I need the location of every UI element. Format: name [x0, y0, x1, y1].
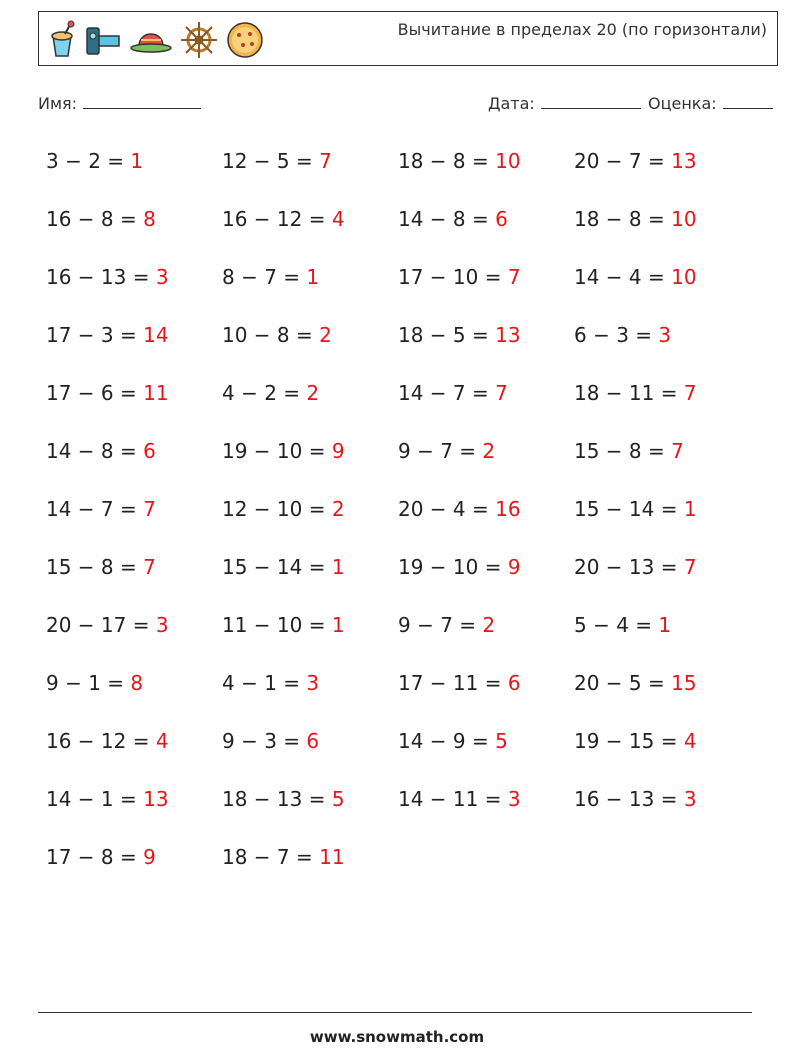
worksheet-title: Вычитание в пределах 20 (по горизонтали)	[397, 20, 767, 39]
problem-answer: 8	[143, 207, 156, 231]
problem-answer: 3	[507, 787, 521, 811]
problem-question: 14 − 4 =	[574, 265, 665, 289]
problem	[398, 494, 574, 552]
problem	[222, 204, 398, 262]
problem-answer: 2	[482, 613, 496, 637]
problem	[46, 378, 222, 436]
problem-answer: 3	[683, 787, 697, 811]
problem-question: 20 − 4 =	[398, 497, 489, 521]
name-label: Имя:	[38, 94, 78, 113]
problem	[222, 726, 398, 784]
problem-row	[46, 320, 766, 378]
sand-bucket-icon	[47, 20, 77, 60]
problem-answer: 6	[507, 671, 521, 695]
problem-question: 9 − 7 =	[398, 613, 477, 637]
problem-question: 18 − 8 =	[398, 149, 489, 173]
ship-wheel-icon	[179, 20, 219, 60]
problem-answer: 2	[482, 439, 496, 463]
problem-answer: 10	[671, 207, 697, 231]
problem	[574, 436, 750, 494]
problem-answer: 2	[331, 497, 345, 521]
problem-answer: 6	[143, 439, 156, 463]
problem-answer: 4	[155, 729, 169, 753]
problem-question: 20 − 5 =	[574, 671, 665, 695]
problem-question: 14 − 8 =	[46, 439, 137, 463]
problem-question: 4 − 2 =	[222, 381, 301, 405]
problem-answer: 11	[143, 381, 169, 405]
problem-question: 16 − 12 =	[222, 207, 326, 231]
problem	[398, 436, 574, 494]
problem	[46, 262, 222, 320]
camcorder-icon	[83, 20, 123, 60]
problem-question: 15 − 8 =	[46, 555, 137, 579]
problem-question: 3 − 2 =	[46, 149, 125, 173]
problem	[46, 784, 222, 842]
problem	[46, 146, 222, 204]
problem-answer: 2	[306, 381, 320, 405]
problem	[222, 842, 398, 900]
problem-answer: 15	[671, 671, 697, 695]
score-label: Оценка:	[648, 94, 717, 113]
problem-question: 9 − 7 =	[398, 439, 477, 463]
name-blank[interactable]	[83, 94, 201, 109]
problem-question: 19 − 15 =	[574, 729, 678, 753]
problem-question: 14 − 11 =	[398, 787, 502, 811]
problem-answer: 7	[671, 439, 684, 463]
problem-question: 14 − 9 =	[398, 729, 489, 753]
problem-answer: 5	[495, 729, 508, 753]
problem-answer: 1	[331, 555, 345, 579]
score-blank[interactable]	[723, 94, 773, 109]
problem-question: 8 − 7 =	[222, 265, 301, 289]
problem	[398, 146, 574, 204]
problem-answer: 1	[130, 149, 144, 173]
problem	[574, 610, 750, 668]
problem-question: 18 − 8 =	[574, 207, 665, 231]
problem-question: 5 − 4 =	[574, 613, 653, 637]
problem	[398, 378, 574, 436]
problem-row	[46, 552, 766, 610]
footer-divider	[38, 1012, 752, 1013]
problem-question: 4 − 1 =	[222, 671, 301, 695]
problem	[46, 726, 222, 784]
problem	[574, 146, 750, 204]
worksheet-header	[38, 11, 778, 66]
problem-answer: 3	[155, 613, 169, 637]
problem	[398, 204, 574, 262]
problem	[574, 262, 750, 320]
problem-question: 17 − 6 =	[46, 381, 137, 405]
problem-question: 9 − 1 =	[46, 671, 125, 695]
problem-answer: 3	[658, 323, 672, 347]
problem-question: 9 − 3 =	[222, 729, 301, 753]
problem-answer: 1	[331, 613, 345, 637]
problem-row	[46, 842, 766, 900]
problem-row	[46, 610, 766, 668]
problem-question: 14 − 1 =	[46, 787, 137, 811]
problem-answer: 10	[495, 149, 521, 173]
problem-row	[46, 668, 766, 726]
problem-row	[46, 494, 766, 552]
problem-answer: 1	[306, 265, 320, 289]
problem-answer: 7	[683, 381, 697, 405]
problem-row	[46, 204, 766, 262]
problem-question: 18 − 11 =	[574, 381, 678, 405]
problem	[46, 668, 222, 726]
problem	[46, 552, 222, 610]
problem	[46, 610, 222, 668]
problem-question: 20 − 7 =	[574, 149, 665, 173]
header-icons	[47, 20, 265, 60]
problem	[574, 726, 750, 784]
problem-answer: 11	[319, 845, 345, 869]
problem-question: 16 − 8 =	[46, 207, 137, 231]
problem-answer: 7	[507, 265, 521, 289]
problem-row	[46, 146, 766, 204]
problem-answer: 10	[671, 265, 697, 289]
problem	[46, 204, 222, 262]
problem	[574, 320, 750, 378]
problem-answer: 9	[507, 555, 521, 579]
problem-answer: 4	[683, 729, 697, 753]
problem	[574, 784, 750, 842]
problem	[398, 262, 574, 320]
problem-row	[46, 784, 766, 842]
problem-question: 17 − 11 =	[398, 671, 502, 695]
problem-answer: 7	[319, 149, 332, 173]
problem-answer: 8	[130, 671, 144, 695]
problem	[222, 146, 398, 204]
problem-answer: 9	[143, 845, 156, 869]
problem-question: 10 − 8 =	[222, 323, 313, 347]
problem-answer: 5	[331, 787, 345, 811]
problem-question: 14 − 8 =	[398, 207, 489, 231]
problem-question: 16 − 12 =	[46, 729, 150, 753]
problem-answer: 13	[495, 323, 521, 347]
problem-question: 14 − 7 =	[46, 497, 137, 521]
date-label: Дата:	[488, 94, 535, 113]
problem-question: 20 − 17 =	[46, 613, 150, 637]
problem	[222, 610, 398, 668]
problem	[398, 552, 574, 610]
problem-answer: 6	[306, 729, 320, 753]
problem-question: 16 − 13 =	[46, 265, 150, 289]
problem	[46, 320, 222, 378]
problem-answer: 13	[671, 149, 697, 173]
problem	[222, 668, 398, 726]
problem	[574, 668, 750, 726]
problem-answer: 13	[143, 787, 169, 811]
problem-answer: 7	[143, 497, 156, 521]
problem-answer: 16	[495, 497, 521, 521]
problem-question: 12 − 10 =	[222, 497, 326, 521]
problem-answer: 6	[495, 207, 508, 231]
problem-question: 17 − 10 =	[398, 265, 502, 289]
problem-row	[46, 262, 766, 320]
problem	[46, 494, 222, 552]
problem-answer: 2	[319, 323, 332, 347]
problem-question: 11 − 10 =	[222, 613, 326, 637]
problem	[222, 378, 398, 436]
problem-question: 15 − 8 =	[574, 439, 665, 463]
problem-question: 18 − 13 =	[222, 787, 326, 811]
problem-question: 15 − 14 =	[574, 497, 678, 521]
pizza-icon	[225, 20, 265, 60]
problem-answer: 7	[683, 555, 697, 579]
problem	[46, 436, 222, 494]
problem-answer: 9	[331, 439, 345, 463]
problem-question: 19 − 10 =	[398, 555, 502, 579]
problem	[222, 784, 398, 842]
problem-question: 18 − 7 =	[222, 845, 313, 869]
footer-url: www.snowmath.com	[309, 1028, 485, 1046]
problems-grid	[46, 146, 766, 900]
date-field	[488, 94, 641, 113]
problem	[398, 668, 574, 726]
name-field	[38, 94, 201, 113]
problem-answer: 3	[155, 265, 169, 289]
problem	[398, 784, 574, 842]
problem-question: 15 − 14 =	[222, 555, 326, 579]
problem-answer: 1	[658, 613, 672, 637]
problem-answer: 1	[683, 497, 697, 521]
problem	[222, 320, 398, 378]
problem-answer: 14	[143, 323, 169, 347]
problem	[574, 378, 750, 436]
problem-answer: 7	[143, 555, 156, 579]
problem	[398, 320, 574, 378]
problem-question: 17 − 8 =	[46, 845, 137, 869]
problem-question: 14 − 7 =	[398, 381, 489, 405]
problem-row	[46, 378, 766, 436]
problem-answer: 3	[306, 671, 320, 695]
problem-row	[46, 726, 766, 784]
problem-answer: 7	[495, 381, 508, 405]
problem	[398, 726, 574, 784]
score-field	[648, 94, 773, 113]
problem	[222, 494, 398, 552]
problem	[574, 494, 750, 552]
problem	[46, 842, 222, 900]
sombrero-icon	[129, 20, 173, 60]
problem-question: 18 − 5 =	[398, 323, 489, 347]
problem	[222, 436, 398, 494]
problem	[222, 262, 398, 320]
problem	[222, 552, 398, 610]
problem-question: 20 − 13 =	[574, 555, 678, 579]
problem	[574, 552, 750, 610]
problem-question: 19 − 10 =	[222, 439, 326, 463]
problem-question: 12 − 5 =	[222, 149, 313, 173]
date-blank[interactable]	[541, 94, 641, 109]
problem-question: 6 − 3 =	[574, 323, 653, 347]
problem-question: 16 − 13 =	[574, 787, 678, 811]
problem-row	[46, 436, 766, 494]
problem-question: 17 − 3 =	[46, 323, 137, 347]
problem	[574, 204, 750, 262]
problem	[398, 610, 574, 668]
problem-answer: 4	[331, 207, 345, 231]
